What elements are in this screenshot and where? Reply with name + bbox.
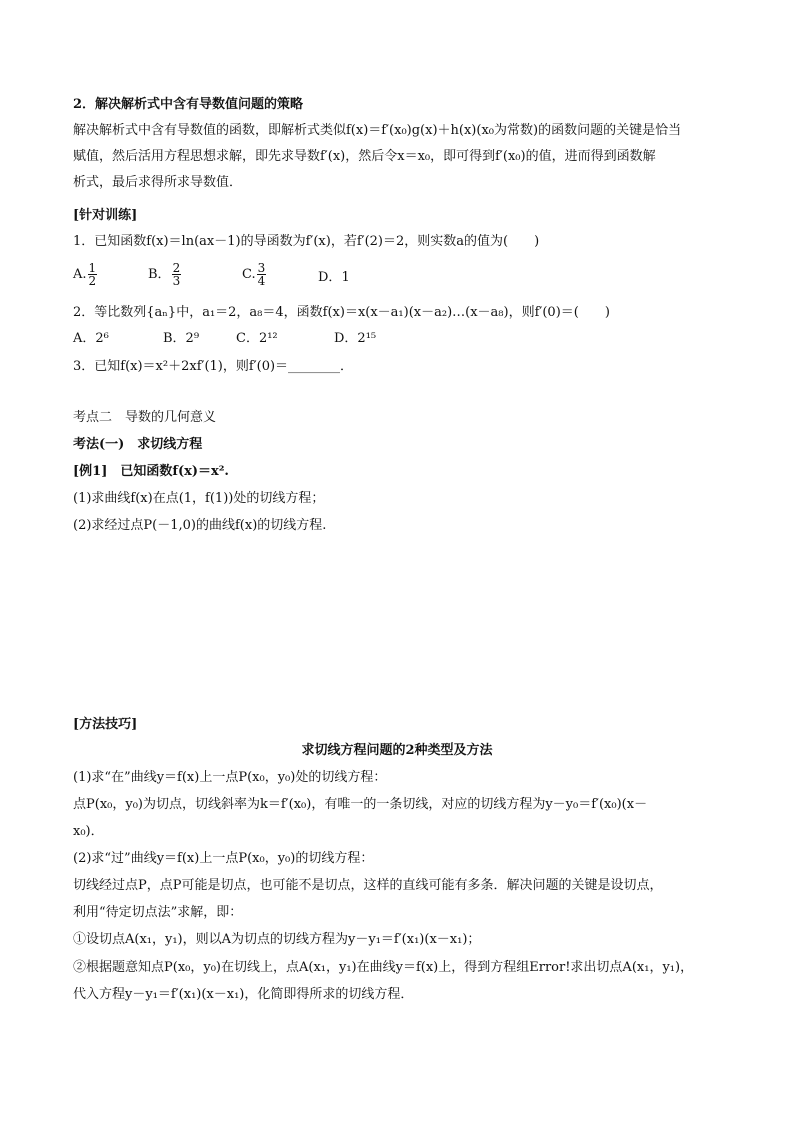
tips-line: ②根据题意知点P(x₀，y₀)在切线上，点A(x₁，y₁)在曲线y＝f(x)上，得到方程组Error!求出切点A(x₁，y₁)， (73, 960, 694, 975)
q2-option-b: B．2⁹ (163, 331, 200, 346)
q2-option-c: C．2¹² (236, 331, 278, 346)
tips-line: 点P(x₀，y₀)为切点，切线斜率为k＝f′(x₀)，有唯一的一条切线，对应的切线方程为y－y₀＝f′(x₀)(x－ (73, 797, 648, 812)
q2-option-a: A．2⁶ (73, 331, 109, 346)
question-3: 3．已知f(x)＝x²＋2xf′(1)，则f′(0)＝________． (73, 359, 354, 374)
method-title: 考法(一) 求切线方程 (73, 437, 203, 452)
paragraph-line: 赋值，然后活用方程思想求解，即先求导数f′(x)，然后令x＝x₀，即可得到f′(x₀)的值，进而得到函数解 (73, 149, 656, 164)
example-label: [例1] 已知函数f(x)＝x². (73, 464, 229, 479)
tips-line: 切线经过点P，点P可能是切点，也可能不是切点，这样的直线可能有多条．解决问题的关键是设切点， (73, 878, 663, 893)
tips-label: [方法技巧] (73, 717, 138, 732)
tips-line: x₀)． (73, 824, 104, 839)
tips-line: ①设切点A(x₁，y₁)，则以A为切点的切线方程为y－y₁＝f′(x₁)(x－x₁)； (73, 932, 481, 947)
question-2: 2．等比数列{aₙ}中，a₁＝2，a₈＝4，函数f(x)＝x(x－a₁)(x－a₂)…(x－a₈)，则f′(0)＝( ) (73, 305, 610, 320)
tips-title: 求切线方程问题的2种类型及方法 (301, 743, 493, 758)
question-1: 1．已知函数f(x)＝ln(ax－1)的导函数为f′(x)，若f′(2)＝2，则实数a的值为( ) (73, 234, 540, 249)
q1-option-c: C. $\frac{3}{4}$ (242, 261, 266, 288)
paragraph-line: 解决解析式中含有导数值的函数，即解析式类似f(x)＝f′(x₀)g(x)＋h(x)(x₀为常数)的函数问题的关键是恰当 (73, 123, 682, 138)
tips-line: 代入方程y－y₁＝f′(x₁)(x－x₁)，化简即得所求的切线方程． (73, 987, 414, 1002)
q1-option-a: A. $\frac{1}{2}$ (73, 261, 97, 288)
q2-option-d: D．2¹⁵ (334, 331, 377, 346)
section-heading: 2．解决解析式中含有导数值问题的策略 (73, 97, 304, 112)
q1-option-d: D．1 (318, 270, 350, 285)
example-part-2: (2)求经过点P(－1,0)的曲线f(x)的切线方程. (73, 518, 327, 533)
kp-title: 考点二 导数的几何意义 (73, 410, 217, 425)
example-part-1: (1)求曲线f(x)在点(1，f(1))处的切线方程； (73, 491, 325, 506)
training-label: [针对训练] (73, 208, 138, 223)
paragraph-line: 析式，最后求得所求导数值． (73, 175, 243, 190)
q1-option-b: B． $\frac{2}{3}$ (148, 261, 181, 288)
tips-line: (1)求“在”曲线y＝f(x)上一点P(x₀，y₀)处的切线方程： (73, 770, 387, 785)
tips-line: 利用“待定切点法”求解，即： (73, 905, 243, 920)
tips-line: (2)求“过”曲线y＝f(x)上一点P(x₀，y₀)的切线方程： (73, 851, 374, 866)
